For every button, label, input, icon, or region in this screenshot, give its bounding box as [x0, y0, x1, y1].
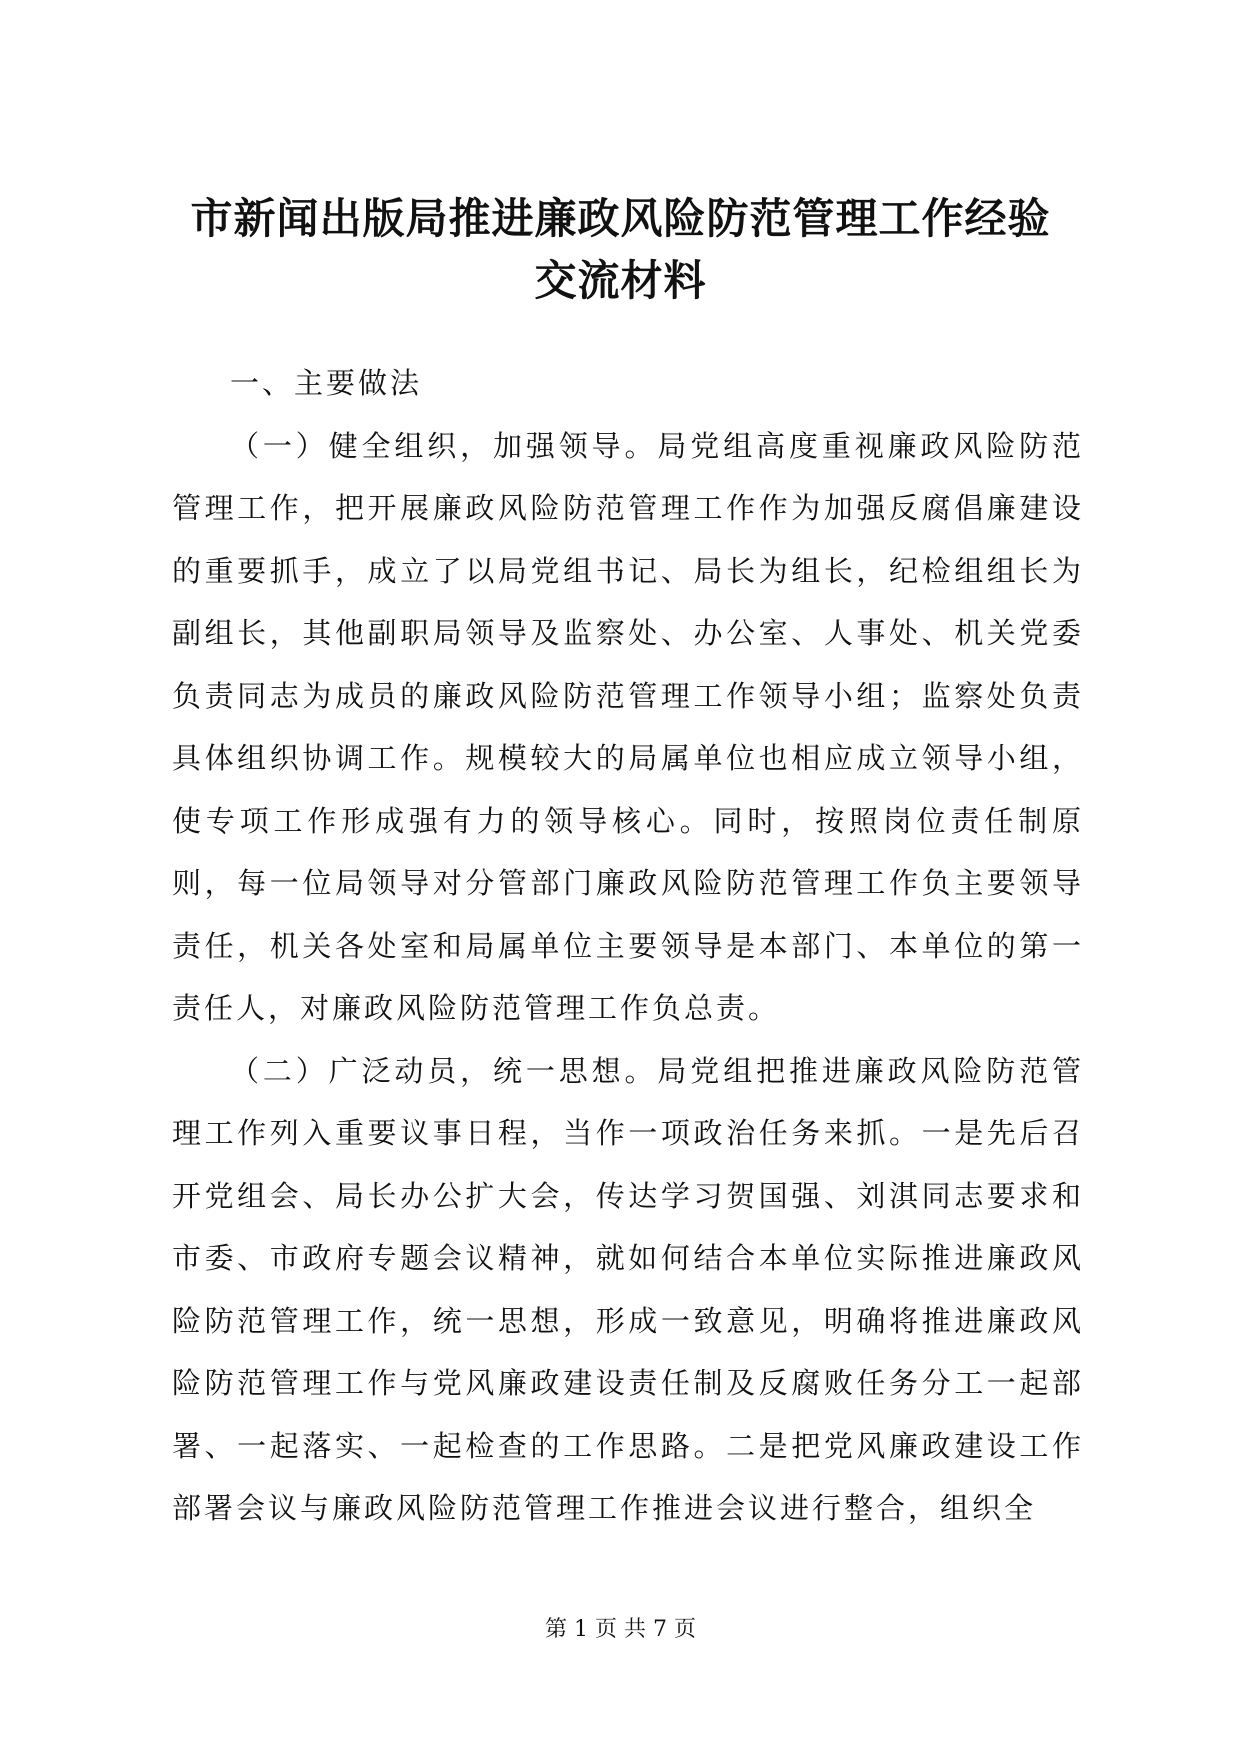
page-footer [0, 1615, 1241, 1645]
paragraph-1: （一）健全组织，加强领导。局党组高度重视廉政风险防范管理工作，把开展廉政风险防范管理工作作为加强反腐倡廉建设的重要抓手，成立了以局党组书记、局长为组长，纪检组组长为副组长，其他副职局领导及监察处、办公室、人事处、机关党委负责同志为成员的廉政风险防范管理工作领导小组；监察处负责具体组织协调工作。规模较大的局属单位也相应成立领导小组，使专项工作形成强有力的领导核心。同时，按照岗位责任制原则，每一位局领导对分管部门廉政风险防范管理工作负主要领导责任，机关各处室和局属单位主要领导是本部门、本单位的第一责任人，对廉政风险防范管理工作负总责。 [172, 428, 1084, 1025]
paragraph-2: （二）广泛动员，统一思想。局党组把推进廉政风险防范管理工作列入重要议事日程，当作一项政治任务来抓。一是先后召开党组会、局长办公扩大会，传达学习贺国强、刘淇同志要求和市委、市政府专题会议精神，就如何结合本单位实际推进廉政风险防范管理工作，统一思想，形成一致意见，明确将推进廉政风险防范管理工作与党风廉政建设责任制及反腐败任务分工一起部署、一起落实、一起检查的工作思路。二是把党风廉政建设工作部署会议与廉政风险防范管理工作推进会议进行整合，组织全 [172, 1053, 1084, 1525]
page-number: 第 1 页 共 7 页 [545, 1617, 696, 1642]
title-line-2: 交流材料 [534, 256, 707, 305]
title-line-1: 市新闻出版局推进廉政风险防范管理工作经验 [190, 194, 1051, 243]
section-heading: 一、主要做法 [230, 366, 423, 400]
document-title [150, 188, 1091, 312]
document-body [172, 352, 1084, 1540]
